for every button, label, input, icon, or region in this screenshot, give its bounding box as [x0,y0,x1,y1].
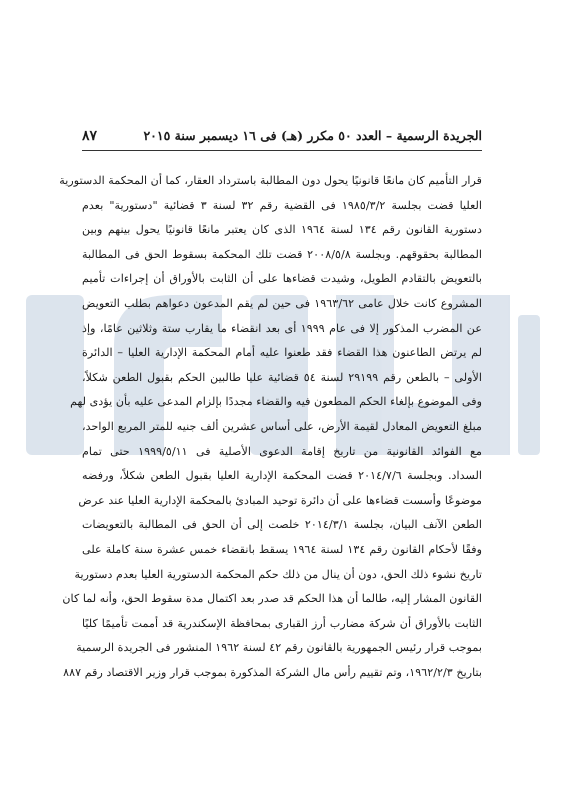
text-line: الطعن الآنف البيان، بجلسة ٢٠١٤/٣/١ خلصت إلى أن الحق فى المطالبة بالتعويضات [82,518,482,532]
text-line: وفقًا لأحكام القانون رقم ١٣٤ لسنة ١٩٦٤ يسقط بانقضاء خمس عشرة سنة كاملة على [82,542,482,556]
text-line: الثابت بالأوراق أن شركة مضارب أرز القبارى بمحافظة الإسكندرية قد أممت تأميمًا كليًا [82,616,482,630]
text-line: موضوعًا وأسست قضاءها على أن دائرة توحيد المبادئ بالمحكمة الإدارية العليا عند عرض [78,493,482,507]
text-line: بتاريخ ١٩٦٢/٢/٣، وتم تقييم رأس مال الشركة المذكورة بموجب قرار وزير الاقتصاد رقم ٨٨٧ [63,665,482,679]
text-line: العليا قضت بجلسة ١٩٨٥/٣/٢ فى القضية رقم ٣٢ لسنة ٣ قضائية "دستورية" بعدم [82,198,482,212]
body-text [59,169,482,685]
text-line: عن المضرب المذكور إلا فى عام ١٩٩٩ أى بعد انقضاء ما يقارب ستة وثلاثين عامًا، وإذ [82,321,482,335]
text-line: المشروع كانت خلال عامى ١٩٦٣/٦٢ فى حين لم يقم المدعون دعواهم بطلب التعويض [82,296,482,310]
page-header [82,128,482,144]
gazette-header-title: الجريدة الرسمية – العدد ٥٠ مكرر (هـ) فى ١٦ ديسمبر سنة ٢٠١٥ [143,128,482,143]
text-line: القانون المشار إليه، طالما أن هذا الحكم قد صدر بعد اكتمال مدة سقوط الحق، وأنه لما كان [62,592,482,606]
text-line: مع الفوائد القانونية من تاريخ إقامة الدعوى الأصلية فى ١٩٩٩/٥/١١ حتى تمام [82,444,482,458]
text-line: تاريخ نشوء ذلك الحق، دون أن ينال من ذلك حكم المحكمة الدستورية العليا بعدم دستورية [74,567,482,581]
text-line: بموجب قرار رئيس الجمهورية بالقانون رقم ٤٢ لسنة ١٩٦٢ المنشور فى الجريدة الرسمية [76,641,482,655]
text-line: بالتعويض بالتقادم الطويل، وشيدت قضاءها على أن الثابت بالأوراق أن إجراءات تأميم [82,272,482,286]
text-line: وفى الموضوع بإلغاء الحكم المطعون فيه والقضاء مجددًا بإلزام المدعى عليه بأن يؤدى لهم [70,395,482,409]
text-line: قرار التأميم كان مانعًا قانونيًا يحول دون المطالبة باسترداد العقار، كما أن المحكمة الدستورية [59,174,482,187]
text-line: دستورية القانون رقم ١٣٤ لسنة ١٩٦٤ الذى كان يعتبر مانعًا قانونيًا يحول بينهم وبين [82,223,482,237]
page-number: ٨٧ [82,128,98,144]
text-line: السداد. وبجلسة ٢٠١٤/٧/٦ قضت المحكمة الإدارية العليا بقبول الطعن شكلاً، ورفضه [82,469,482,483]
text-line: المطالبة بحقوقهم. وبجلسة ٢٠٠٨/٥/٨ قضت تلك المحكمة بسقوط الحق فى المطالبة [82,247,482,261]
text-line: مبلغ التعويض المعادل لقيمة الأرض، على أساس عشرين ألف جنيه للمتر المربع الواحد، [82,419,482,433]
text-line: الأولى – بالطعن رقم ٢٩١٩٩ لسنة ٥٤ قضائية عليا طالبين الحكم بقبول الطعن شكلاً، [82,370,482,384]
header-divider [82,150,482,151]
text-line: لم يرتض الطاعنون هذا القضاء فقد طعنوا عليه أمام المحكمة الإدارية العليا – الدائرة [82,346,482,360]
